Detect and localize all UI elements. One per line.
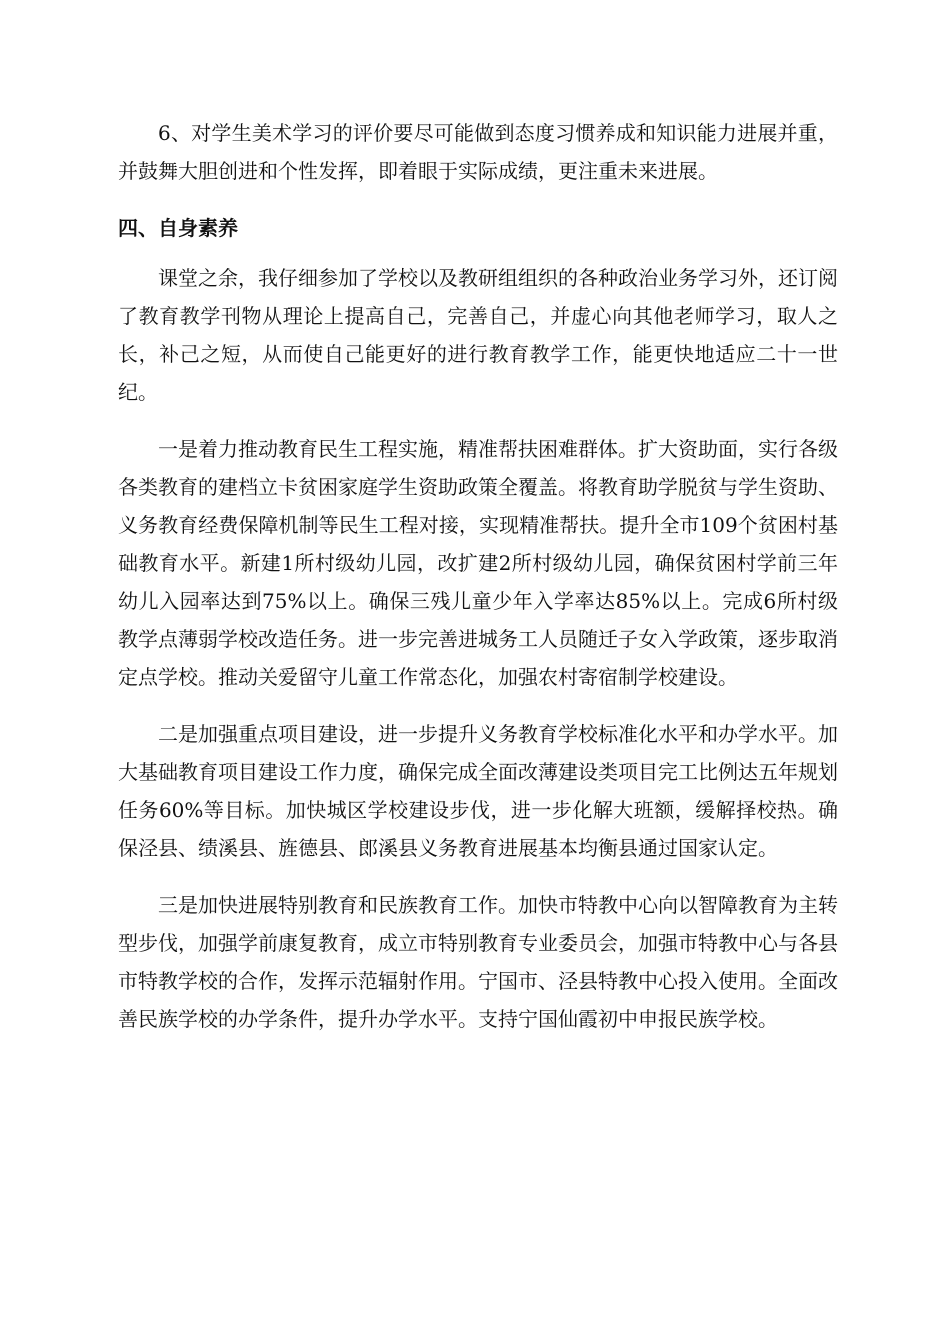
paragraph-special-education: 三是加快进展特别教育和民族教育工作。加快市特教中心向以智障教育为主转型步伐，加强学前康复教育，成立市特别教育专业委员会，加强市特教中心与各县市特教学校的合作，发挥示范辐射作用。宁国市、泾县特教中心投入使用。全面改善民族学校的办学条件，提升办学水平。支持宁国仙霞初中申报民族学校。 <box>118 893 838 1031</box>
paragraph-key-projects: 二是加强重点项目建设，进一步提升义务教育学校标准化水平和办学水平。加大基础教育项目建设工作力度，确保完成全面改薄建设类项目完工比例达五年规划任务60%等目标。加快城区学校建设步伐，进一步化解大班额，缓解择校热。确保泾县、绩溪县、旌德县、郎溪县义务教育进展基本均衡县通过国家认定。 <box>118 722 838 860</box>
section-heading-self-cultivation: 四、自身素养 <box>118 216 238 240</box>
paragraph-evaluation: 6、对学生美术学习的评价要尽可能做到态度习惯养成和知识能力进展并重，并鼓舞大胆创进和个性发挥，即着眼于实际成绩，更注重未来进展。 <box>118 121 838 183</box>
paragraph-livelihood: 一是着力推动教育民生工程实施，精准帮扶困难群体。扩大资助面，实行各级各类教育的建档立卡贫困家庭学生资助政策全覆盖。将教育助学脱贫与学生资助、义务教育经费保障机制等民生工程对接，实现精准帮扶。提升全市109个贫困村基础教育水平。新建1所村级幼儿园，改扩建2所村级幼儿园，确保贫困村学前三年幼儿入园率达到75%以上。确保三残儿童少年入学率达85%以上。完成6所村级教学点薄弱学校改造任务。进一步完善进城务工人员随迁子女入学政策，逐步取消定点学校。推动关爱留守儿童工作常态化，加强农村寄宿制学校建设。 <box>118 437 838 689</box>
document-page <box>118 114 838 1057</box>
paragraph-study: 课堂之余，我仔细参加了学校以及教研组组织的各种政治业务学习外，还订阅了教育教学刊物从理论上提高自己，完善自己，并虚心向其他老师学习，取人之长，补己之短，从而使自己能更好的进行教育教学工作，能更快地适应二十一世纪。 <box>118 266 838 404</box>
